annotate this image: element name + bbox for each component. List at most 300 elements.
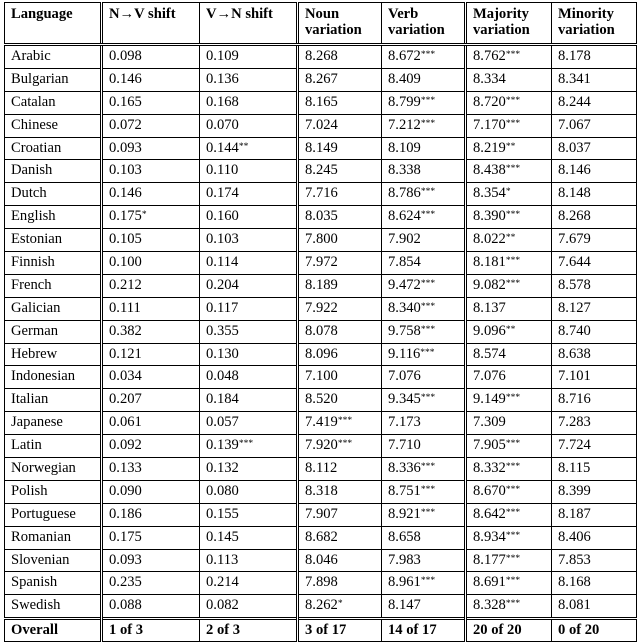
cell-verb-variation xyxy=(382,229,466,252)
header-noun-variation-line: Noun xyxy=(305,6,340,22)
cell-v-to-n-shift xyxy=(200,435,298,458)
cell-minority-variation xyxy=(552,503,637,526)
cell-v-to-n-shift xyxy=(200,389,298,412)
cell-v-to-n-shift xyxy=(200,366,298,389)
cell-value: 8.786 xyxy=(388,185,421,202)
header-v-to-n-shift xyxy=(200,3,298,45)
cell-value: 7.644 xyxy=(558,254,591,271)
cell-value: 7.898 xyxy=(305,574,338,591)
header-verb-variation xyxy=(382,3,466,45)
cell-value: 0.057 xyxy=(206,414,239,431)
cell-value: 8.022 xyxy=(473,231,506,248)
cell-value: 8.658 xyxy=(388,528,421,545)
cell-verb-variation xyxy=(382,549,466,572)
cell-n-to-v-shift xyxy=(102,252,200,275)
cell-v-to-n-shift xyxy=(200,503,298,526)
cell-value: 9.758 xyxy=(388,322,421,339)
cell-value: 8.262 xyxy=(305,597,338,614)
cell-value: English xyxy=(11,208,56,225)
cell-value: 0.155 xyxy=(206,505,239,522)
cell-value: 0.103 xyxy=(206,231,239,248)
cell-n-to-v-shift xyxy=(102,458,200,481)
cell-value: 0.092 xyxy=(109,437,142,454)
cell-value: 7.907 xyxy=(305,505,338,522)
table-row xyxy=(5,572,637,595)
cell-value: 7.922 xyxy=(305,299,338,316)
cell-value: 8.520 xyxy=(305,391,338,408)
cell-language xyxy=(5,229,102,252)
cell-value: 0.132 xyxy=(206,460,239,477)
cell-value: 8.334 xyxy=(473,70,506,87)
cell-majority-variation xyxy=(466,91,552,114)
cell-n-to-v-shift xyxy=(102,572,200,595)
cell-value: 8.037 xyxy=(558,139,591,156)
cell-value: 9.149 xyxy=(473,391,506,408)
significance-marker: *** xyxy=(505,507,521,518)
cell-verb-variation xyxy=(382,480,466,503)
header-minority-variation-line: Minority xyxy=(558,6,614,22)
significance-marker: *** xyxy=(505,576,521,587)
cell-value: 8.137 xyxy=(473,299,506,316)
cell-n-to-v-shift xyxy=(102,412,200,435)
table-row xyxy=(5,252,637,275)
overall-noun-variation: 3 of 17 xyxy=(298,619,382,642)
table-row xyxy=(5,206,637,229)
cell-value: 0.100 xyxy=(109,254,142,271)
header-noun-variation xyxy=(298,3,382,45)
cell-minority-variation xyxy=(552,229,637,252)
cell-verb-variation xyxy=(382,297,466,320)
header-majority-variation-line: variation xyxy=(473,22,530,38)
cell-value: 7.309 xyxy=(473,414,506,431)
cell-value: 0.034 xyxy=(109,368,142,385)
cell-value: 0.136 xyxy=(206,70,239,87)
significance-marker: *** xyxy=(420,95,436,106)
cell-value: 0.093 xyxy=(109,139,142,156)
cell-value: 8.438 xyxy=(473,162,506,179)
cell-value: 8.691 xyxy=(473,574,506,591)
cell-language xyxy=(5,503,102,526)
cell-value: 7.170 xyxy=(473,116,506,133)
cell-language xyxy=(5,526,102,549)
cell-verb-variation xyxy=(382,458,466,481)
cell-verb-variation xyxy=(382,45,466,69)
cell-noun-variation xyxy=(298,503,382,526)
significance-marker: *** xyxy=(420,210,436,221)
table-row xyxy=(5,526,637,549)
cell-value: 9.345 xyxy=(388,391,421,408)
cell-majority-variation xyxy=(466,480,552,503)
cell-value: 8.762 xyxy=(473,48,506,64)
header-minority-variation xyxy=(552,3,637,45)
cell-value: 0.212 xyxy=(109,276,142,293)
cell-verb-variation xyxy=(382,68,466,91)
cell-value: 8.642 xyxy=(473,505,506,522)
cell-value: Estonian xyxy=(11,231,63,248)
table-row xyxy=(5,229,637,252)
cell-value: Dutch xyxy=(11,185,47,202)
cell-n-to-v-shift xyxy=(102,206,200,229)
cell-minority-variation xyxy=(552,320,637,343)
header-row xyxy=(5,3,637,45)
cell-value: 0.174 xyxy=(206,185,239,202)
table-row xyxy=(5,160,637,183)
overall-majority-variation: 20 of 20 xyxy=(466,619,552,642)
cell-noun-variation xyxy=(298,297,382,320)
cell-value: 0.061 xyxy=(109,414,142,431)
cell-value: 0.235 xyxy=(109,574,142,591)
cell-v-to-n-shift xyxy=(200,252,298,275)
cell-v-to-n-shift xyxy=(200,183,298,206)
cell-value: Arabic xyxy=(11,48,51,64)
significance-marker: *** xyxy=(505,462,521,473)
cell-verb-variation xyxy=(382,526,466,549)
cell-value: 9.082 xyxy=(473,276,506,293)
cell-minority-variation xyxy=(552,366,637,389)
header-majority-variation xyxy=(466,3,552,45)
cell-language xyxy=(5,274,102,297)
cell-value: 8.672 xyxy=(388,48,421,64)
cell-value: 7.983 xyxy=(388,551,421,568)
cell-n-to-v-shift xyxy=(102,549,200,572)
significance-marker: *** xyxy=(505,393,521,404)
cell-value: 0.048 xyxy=(206,368,239,385)
cell-value: 8.189 xyxy=(305,276,338,293)
cell-value: 0.117 xyxy=(206,299,239,316)
cell-v-to-n-shift xyxy=(200,297,298,320)
cell-language xyxy=(5,160,102,183)
cell-value: 8.244 xyxy=(558,93,591,110)
cell-value: 0.204 xyxy=(206,276,239,293)
cell-value: Hebrew xyxy=(11,345,58,362)
cell-value: Finnish xyxy=(11,254,55,271)
cell-language xyxy=(5,320,102,343)
cell-verb-variation xyxy=(382,412,466,435)
cell-n-to-v-shift xyxy=(102,595,200,619)
significance-marker: *** xyxy=(505,599,521,610)
cell-value: 7.067 xyxy=(558,116,591,133)
significance-marker: *** xyxy=(420,462,436,473)
table-row xyxy=(5,503,637,526)
cell-value: 8.751 xyxy=(388,482,421,499)
cell-value: 0.111 xyxy=(109,299,141,316)
cell-n-to-v-shift xyxy=(102,389,200,412)
cell-noun-variation xyxy=(298,458,382,481)
cell-verb-variation xyxy=(382,160,466,183)
significance-marker: *** xyxy=(420,484,436,495)
cell-majority-variation xyxy=(466,343,552,366)
cell-noun-variation xyxy=(298,68,382,91)
cell-minority-variation xyxy=(552,114,637,137)
cell-n-to-v-shift xyxy=(102,229,200,252)
cell-v-to-n-shift xyxy=(200,320,298,343)
cell-majority-variation xyxy=(466,366,552,389)
cell-language xyxy=(5,435,102,458)
cell-noun-variation xyxy=(298,595,382,619)
cell-n-to-v-shift xyxy=(102,480,200,503)
cell-value: 9.096 xyxy=(473,322,506,339)
cell-minority-variation xyxy=(552,206,637,229)
cell-majority-variation xyxy=(466,549,552,572)
cell-majority-variation xyxy=(466,160,552,183)
cell-verb-variation xyxy=(382,595,466,619)
cell-majority-variation xyxy=(466,572,552,595)
cell-noun-variation xyxy=(298,252,382,275)
significance-marker: *** xyxy=(337,439,353,450)
cell-value: 8.268 xyxy=(305,48,338,64)
cell-value: 8.081 xyxy=(558,597,591,614)
cell-value: 7.905 xyxy=(473,437,506,454)
cell-majority-variation xyxy=(466,435,552,458)
cell-value: 8.638 xyxy=(558,345,591,362)
cell-value: 0.144 xyxy=(206,139,239,156)
cell-v-to-n-shift xyxy=(200,549,298,572)
significance-marker: *** xyxy=(505,50,521,60)
cell-v-to-n-shift xyxy=(200,572,298,595)
header-n-to-v-shift-line: N→V shift xyxy=(109,6,176,22)
cell-value: 7.853 xyxy=(558,551,591,568)
cell-majority-variation xyxy=(466,206,552,229)
cell-language xyxy=(5,343,102,366)
cell-majority-variation xyxy=(466,526,552,549)
cell-noun-variation xyxy=(298,480,382,503)
cell-value: 0.105 xyxy=(109,231,142,248)
header-n-to-v-shift xyxy=(102,3,200,45)
cell-value: 8.934 xyxy=(473,528,506,545)
cell-value: 0.165 xyxy=(109,93,142,110)
significance-marker: ** xyxy=(505,233,516,244)
cell-value: 7.716 xyxy=(305,185,338,202)
cell-verb-variation xyxy=(382,183,466,206)
cell-value: 8.390 xyxy=(473,208,506,225)
cell-noun-variation xyxy=(298,91,382,114)
cell-language xyxy=(5,595,102,619)
cell-value: 0.160 xyxy=(206,208,239,225)
cell-majority-variation xyxy=(466,412,552,435)
cell-majority-variation xyxy=(466,229,552,252)
table-row xyxy=(5,91,637,114)
cell-value: Indonesian xyxy=(11,368,76,385)
significance-marker: *** xyxy=(420,507,436,518)
cell-v-to-n-shift xyxy=(200,458,298,481)
cell-minority-variation xyxy=(552,297,637,320)
cell-noun-variation xyxy=(298,114,382,137)
cell-value: 7.173 xyxy=(388,414,421,431)
header-majority-variation-line: Majority xyxy=(473,6,529,22)
cell-value: Galician xyxy=(11,299,61,316)
cell-v-to-n-shift xyxy=(200,480,298,503)
cell-value: 7.902 xyxy=(388,231,421,248)
significance-marker: *** xyxy=(505,439,521,450)
cell-value: 7.100 xyxy=(305,368,338,385)
cell-verb-variation xyxy=(382,114,466,137)
cell-minority-variation xyxy=(552,389,637,412)
cell-minority-variation xyxy=(552,91,637,114)
cell-majority-variation xyxy=(466,68,552,91)
cell-noun-variation xyxy=(298,229,382,252)
cell-value: 8.109 xyxy=(388,139,421,156)
cell-minority-variation xyxy=(552,160,637,183)
cell-v-to-n-shift xyxy=(200,91,298,114)
cell-noun-variation xyxy=(298,526,382,549)
cell-value: 0.355 xyxy=(206,322,239,339)
cell-n-to-v-shift xyxy=(102,91,200,114)
cell-language xyxy=(5,114,102,137)
cell-value: 8.181 xyxy=(473,254,506,271)
cell-value: 9.472 xyxy=(388,276,421,293)
cell-n-to-v-shift xyxy=(102,183,200,206)
cell-value: 0.080 xyxy=(206,482,239,499)
cell-minority-variation xyxy=(552,137,637,160)
cell-majority-variation xyxy=(466,458,552,481)
significance-marker: *** xyxy=(420,324,436,335)
table-row xyxy=(5,274,637,297)
table-row xyxy=(5,320,637,343)
header-noun-variation-line: variation xyxy=(305,22,362,38)
cell-language xyxy=(5,366,102,389)
significance-marker: ** xyxy=(505,324,516,335)
cell-value: 7.076 xyxy=(388,368,421,385)
cell-noun-variation xyxy=(298,183,382,206)
cell-majority-variation xyxy=(466,389,552,412)
cell-minority-variation xyxy=(552,526,637,549)
cell-v-to-n-shift xyxy=(200,526,298,549)
cell-value: 7.920 xyxy=(305,437,338,454)
table-row xyxy=(5,435,637,458)
cell-value: 0.098 xyxy=(109,48,142,64)
cell-value: 7.800 xyxy=(305,231,338,248)
cell-value: 0.110 xyxy=(206,162,239,179)
cell-value: 8.112 xyxy=(305,460,338,477)
cell-value: 8.046 xyxy=(305,551,338,568)
cell-value: Slovenian xyxy=(11,551,70,568)
significance-marker: *** xyxy=(505,210,521,221)
cell-v-to-n-shift xyxy=(200,206,298,229)
significance-marker: *** xyxy=(420,393,436,404)
significance-marker: *** xyxy=(238,439,254,450)
cell-v-to-n-shift xyxy=(200,45,298,69)
cell-value: 8.149 xyxy=(305,139,338,156)
cell-value: 0.146 xyxy=(109,70,142,87)
cell-value: Polish xyxy=(11,482,48,499)
table-row xyxy=(5,68,637,91)
cell-value: 8.115 xyxy=(558,460,591,477)
table-row xyxy=(5,549,637,572)
cell-value: Croatian xyxy=(11,139,62,156)
cell-value: 7.212 xyxy=(388,116,421,133)
cell-value: 8.921 xyxy=(388,505,421,522)
cell-n-to-v-shift xyxy=(102,366,200,389)
cell-minority-variation xyxy=(552,183,637,206)
cell-value: 8.165 xyxy=(305,93,338,110)
cell-value: 8.799 xyxy=(388,93,421,110)
cell-value: 8.219 xyxy=(473,139,506,156)
cell-value: 8.624 xyxy=(388,208,421,225)
cell-value: 0.093 xyxy=(109,551,142,568)
cell-value: 0.090 xyxy=(109,482,142,499)
header-v-to-n-shift-line: V→N shift xyxy=(206,6,273,22)
cell-n-to-v-shift xyxy=(102,114,200,137)
cell-value: Catalan xyxy=(11,93,56,110)
header-minority-variation-line: variation xyxy=(558,22,615,38)
cell-value: 8.147 xyxy=(388,597,421,614)
table-row xyxy=(5,366,637,389)
cell-value: 8.148 xyxy=(558,185,591,202)
cell-language xyxy=(5,206,102,229)
significance-marker: *** xyxy=(420,278,436,289)
cell-verb-variation xyxy=(382,274,466,297)
cell-language xyxy=(5,252,102,275)
cell-value: French xyxy=(11,276,52,293)
cell-majority-variation xyxy=(466,503,552,526)
header-verb-variation-line: variation xyxy=(388,22,445,38)
cell-value: 0.088 xyxy=(109,597,142,614)
cell-minority-variation xyxy=(552,549,637,572)
cell-language xyxy=(5,549,102,572)
table-row xyxy=(5,343,637,366)
cell-language xyxy=(5,480,102,503)
significance-marker: * xyxy=(337,599,343,610)
cell-minority-variation xyxy=(552,68,637,91)
cell-value: 0.070 xyxy=(206,116,239,133)
table-row xyxy=(5,137,637,160)
cell-minority-variation xyxy=(552,572,637,595)
significance-marker: *** xyxy=(505,278,521,289)
header-language-line: Language xyxy=(11,6,73,22)
table-row xyxy=(5,458,637,481)
cell-noun-variation xyxy=(298,274,382,297)
cell-v-to-n-shift xyxy=(200,595,298,619)
cell-verb-variation xyxy=(382,572,466,595)
significance-marker: *** xyxy=(505,118,521,129)
cell-value: 0.114 xyxy=(206,254,239,271)
cell-n-to-v-shift xyxy=(102,297,200,320)
cell-noun-variation xyxy=(298,389,382,412)
cell-value: 8.178 xyxy=(558,48,591,64)
cell-minority-variation xyxy=(552,412,637,435)
cell-value: 0.168 xyxy=(206,93,239,110)
cell-language xyxy=(5,137,102,160)
cell-value: 8.078 xyxy=(305,322,338,339)
cell-verb-variation xyxy=(382,320,466,343)
cell-value: 0.175 xyxy=(109,528,142,545)
cell-n-to-v-shift xyxy=(102,45,200,69)
overall-n-to-v-shift: 1 of 3 xyxy=(102,619,200,642)
cell-value: 0.184 xyxy=(206,391,239,408)
cell-v-to-n-shift xyxy=(200,412,298,435)
cell-noun-variation xyxy=(298,549,382,572)
cell-value: 8.682 xyxy=(305,528,338,545)
cell-value: 0.113 xyxy=(206,551,239,568)
cell-value: Chinese xyxy=(11,116,59,133)
cell-value: 0.133 xyxy=(109,460,142,477)
cell-majority-variation xyxy=(466,45,552,69)
cell-verb-variation xyxy=(382,366,466,389)
cell-value: 7.283 xyxy=(558,414,591,431)
cell-value: 7.101 xyxy=(558,368,591,385)
cell-value: 8.268 xyxy=(558,208,591,225)
cell-value: Japanese xyxy=(11,414,63,431)
cell-value: 0.186 xyxy=(109,505,142,522)
cell-value: 8.267 xyxy=(305,70,338,87)
cell-minority-variation xyxy=(552,458,637,481)
cell-majority-variation xyxy=(466,114,552,137)
cell-majority-variation xyxy=(466,297,552,320)
cell-value: 8.740 xyxy=(558,322,591,339)
cell-value: 8.409 xyxy=(388,70,421,87)
table-row xyxy=(5,45,637,69)
cell-value: 0.214 xyxy=(206,574,239,591)
